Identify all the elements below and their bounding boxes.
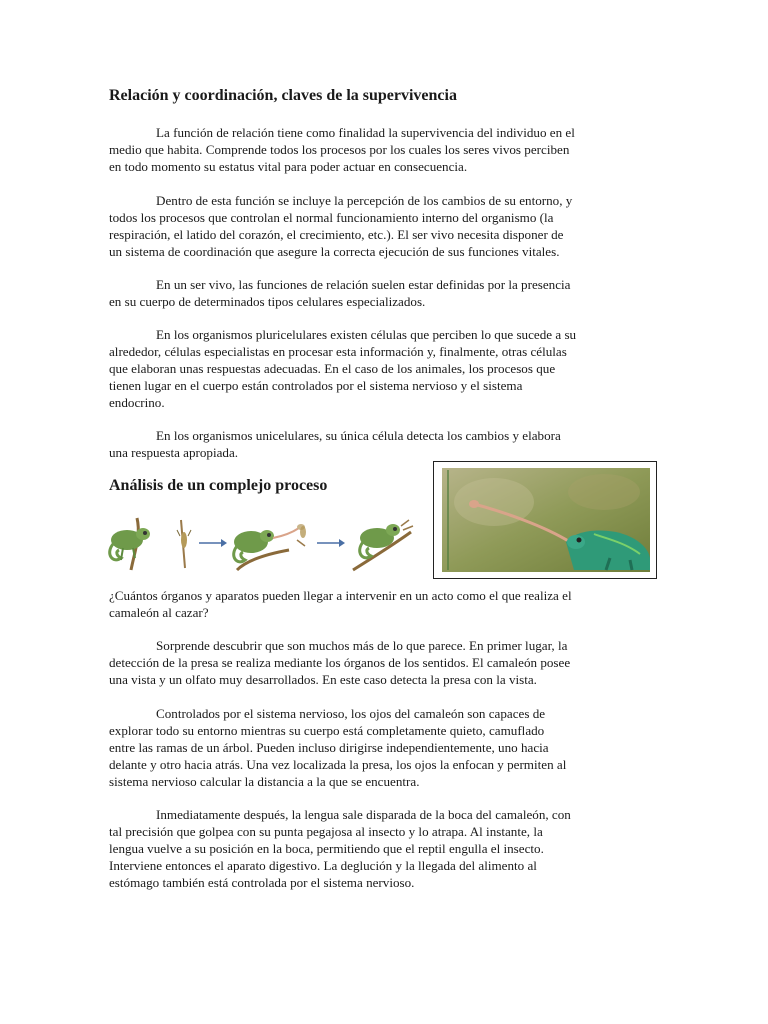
text-line: explorar todo su entorno mientras su cuerpo está completamente quieto, camuflado	[109, 723, 545, 738]
text-line: En los organismos unicelulares, su única célula detecta los cambios y elabora	[156, 428, 561, 443]
paragraph	[109, 637, 658, 688]
chameleon-photo	[433, 461, 657, 579]
arrow-icon	[317, 539, 345, 547]
insect-figure-1	[177, 520, 191, 568]
chameleon-figure-1	[110, 528, 150, 560]
chameleon-sequence-illustration	[107, 510, 417, 572]
text-line: En un ser vivo, las funciones de relación suelen estar definidas por la presencia	[156, 277, 571, 292]
text-line: estómago también está controlada por el sistema nervioso.	[109, 875, 415, 890]
paragraph	[109, 124, 658, 175]
text-line: Inmediatamente después, la lengua sale disparada de la boca del camaleón, con	[156, 807, 571, 822]
text-line: un sistema de coordinación que asegure la correcta ejecución de sus funciones vitales.	[109, 244, 560, 259]
text-line: tal precisión que golpea con su punta pegajosa al insecto y lo atrapa. Al instante, la	[109, 824, 543, 839]
text-line: todos los procesos que controlan el normal funcionamiento interno del organismo (la	[109, 210, 554, 225]
chameleon-figure-3	[360, 520, 413, 558]
text-line: En los organismos pluricelulares existen células que perciben lo que sucede a su	[156, 327, 577, 342]
text-line: Interviene entonces el aparato digestivo. La deglución y la llegada del alimento al	[109, 858, 537, 873]
text-line: camaleón al cazar?	[109, 605, 209, 620]
text-line: Dentro de esta función se incluye la percepción de los cambios de su entorno, y	[156, 193, 573, 208]
section-heading-analisis: Análisis de un complejo proceso	[109, 477, 328, 494]
text-line: delante y otro hacia atrás. Una vez localizada la presa, los ojos la enfocan y permiten al	[109, 757, 567, 772]
text-line: Sorprende descubrir que son muchos más de lo que parece. En primer lugar, la	[156, 638, 568, 653]
text-line: endocrino.	[109, 395, 165, 410]
text-line: una respuesta apropiada.	[109, 445, 239, 460]
text-line: lengua vuelve a su posición en la boca, permitiendo que el reptil engulla el insecto.	[109, 841, 544, 856]
text-line: entre las ramas de un árbol. Pueden incluso dirigirse independientemente, uno hacia	[109, 740, 549, 755]
paragraph	[109, 705, 658, 790]
paragraph	[109, 276, 658, 310]
text-line: sistema nervioso calcular la distancia a la que se encuentra.	[109, 774, 420, 789]
arrow-icon	[199, 539, 227, 547]
question-paragraph	[109, 587, 658, 621]
text-line: detección de la presa se realiza mediante los órganos de los sentidos. El camaleón posee	[109, 655, 571, 670]
text-line: La función de relación tiene como finalidad la supervivencia del individuo en el	[156, 125, 575, 140]
text-line: alrededor, células especialistas en procesar esta información y, finalmente, otras células	[109, 344, 567, 359]
section-heading-relacion: Relación y coordinación, claves de la supervivencia	[109, 87, 457, 104]
text-line: que elaboran unas respuestas adecuadas. En el caso de los animales, los procesos que	[109, 361, 556, 376]
text-line: respiración, el latido del corazón, el crecimiento, etc.). El ser vivo necesita disponer de	[109, 227, 564, 242]
paragraph	[109, 806, 658, 891]
text-line: una vista y un olfato muy desarrollados. En este caso detecta la presa con la vista.	[109, 672, 537, 687]
chameleon-figure-2	[234, 524, 305, 562]
text-line: tienen lugar en el cuerpo están controlados por el sistema nervioso y el sistema	[109, 378, 523, 393]
text-line: medio que habita. Comprende todos los procesos por los cuales los seres vivos perciben	[109, 142, 570, 157]
text-line: Controlados por el sistema nervioso, los ojos del camaleón son capaces de	[156, 706, 546, 721]
paragraph	[109, 326, 658, 411]
paragraph	[109, 192, 658, 260]
text-line: ¿Cuántos órganos y aparatos pueden llegar a intervenir en un acto como el que realiza el	[109, 588, 572, 603]
text-line: en todo momento su estatus vital para poder actuar en consecuencia.	[109, 159, 468, 174]
text-line: en su cuerpo de determinados tipos celulares especializados.	[109, 294, 426, 309]
paragraph	[109, 427, 658, 461]
